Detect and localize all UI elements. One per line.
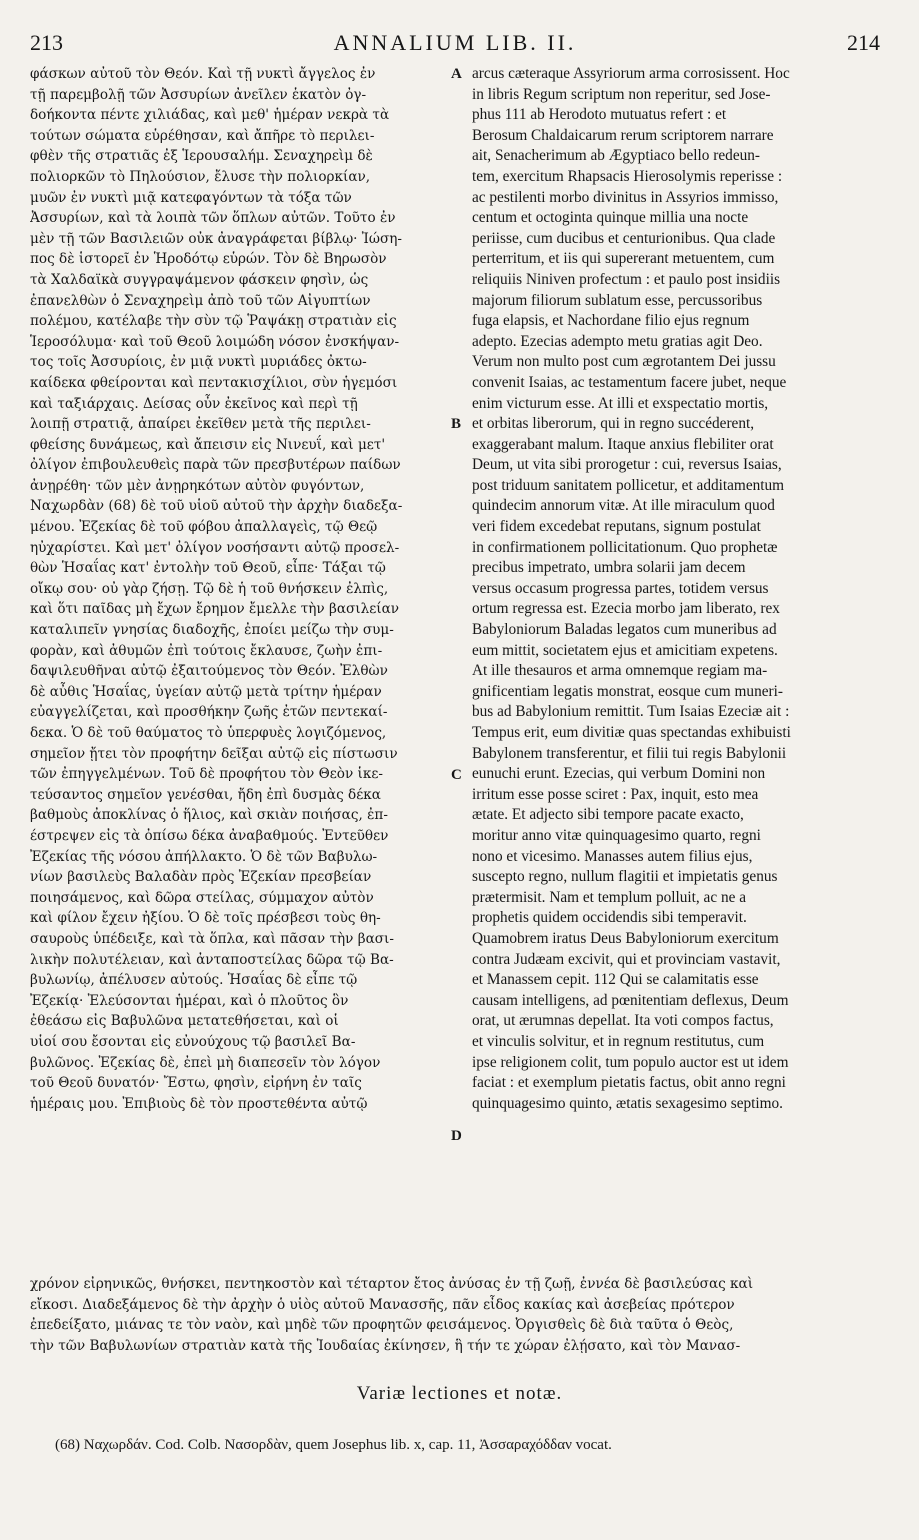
latin-text-line: suscepto regno, nullum flagitii et impietatis genus (472, 868, 778, 886)
greek-text-line: δαψιλευθῆναι αὐτῷ ἐξαιτούμενος τὸν Θεόν. Ἐλθὼν (30, 663, 388, 680)
latin-text-line: tem, exercitum Rhapsacis Hierosolymis reperisse : (472, 167, 783, 185)
greek-text-line: εἴκοσι. Διαδεξάμενος δὲ τὴν ἀρχὴν ὁ υἱὸς αὐτοῦ Μανασσῆς, πᾶν εἶδος κακίας καὶ ἀσεβείας πρότερον (30, 1296, 735, 1313)
latin-text-line: enim victurum esse. At illi et exspectatio mortis, (472, 394, 769, 412)
greek-full-width-text (30, 1274, 880, 1356)
latin-text-line: gnificentiam legatis monstrat, eosque cum muneri- (472, 682, 783, 700)
greek-text-line: νίων βασιλεὺς Βαλαδὰν πρὸς Ἐζεκίαν πρεσβείαν (30, 869, 372, 886)
greek-text-line: λικὴν πολυτέλειαν, καὶ ἀνταποστείλας δῶρα τῷ Βα- (30, 951, 394, 968)
latin-text-line: veri fidem excedebat reputans, signum postulat (472, 518, 761, 536)
greek-text-line: φθείσης δυνάμεως, καὶ ἄπεισιν εἰς Νινευΐ, καὶ μετ' (30, 436, 386, 453)
greek-text-column (30, 64, 445, 1114)
section-marker-c: C (451, 767, 462, 783)
latin-text-line: prætermisit. Nam et templum polluit, ac ne a (472, 888, 747, 906)
latin-text-line: versus occasum progressa partes, totidem versus (472, 579, 769, 597)
section-marker-a: A (451, 66, 462, 82)
greek-text-line: τῶν ἐπηγγελμένων. Τοῦ δὲ προφήτου τὸν Θεὸν ἱκε- (30, 766, 384, 783)
latin-text-line: faciat : et exemplum pietatis factus, obit anno regni (472, 1074, 786, 1092)
greek-text-line: μὲν τῇ τῶν Βασιλειῶν οὐκ ἀναγράφεται βίβλῳ· Ἰώση- (30, 230, 402, 247)
greek-text-line: υἱοί σου ἔσονται εἰς εὐνούχους τῷ βασιλεῖ Βα- (30, 1033, 356, 1050)
section-marker-d: D (451, 1128, 462, 1144)
greek-text-line: Ἱεροσόλυμα· καὶ τοῦ Θεοῦ λοιμώδη νόσον ἐνσκήψαν- (30, 333, 400, 350)
latin-text-line: fuga elapsis, et Nachordane filio ejus regnum (472, 312, 750, 330)
greek-text-line: εὐαγγελίζεται, καὶ προσθήκην ζωῆς ἐτῶν πεντεκαί- (30, 704, 388, 721)
latin-text-line: eum mittit, societatem ejus et amicitiam expetens. (472, 641, 778, 659)
greek-text-line: θὼν Ἡσαΐας κατ' ἐντολὴν τοῦ Θεοῦ, εἶπε· Τάξαι τῷ (30, 560, 386, 577)
page-number-right: 214 (847, 30, 880, 55)
greek-text-line: ἡμέραις μου. Ἐπιβιοὺς δὲ τὸν προστεθέντα αὐτῷ (30, 1095, 368, 1112)
latin-text-line: centum et octoginta quinque millia una nocte (472, 209, 749, 227)
latin-text-line: Deum, ut vita sibi prorogetur : cui, reversus Isaias, (472, 456, 782, 474)
latin-text-line: ætate. Et adjecto sibi tempore pacate exacto, (472, 806, 744, 824)
greek-text-line: οἴκῳ σου· οὐ γὰρ ζήσῃ. Τῷ δὲ ἡ τοῦ θνήσκειν ἐλπὶς, (30, 580, 389, 597)
latin-text-line: ait, Senacherimum ab Ægyptiaco bello redeun- (472, 147, 760, 165)
latin-text-line: Babyloniorum Baladas legatos cum muneribus ad (472, 621, 777, 639)
greek-text-line: δὲ αὖθις Ἡσαΐας, ὑγείαν αὐτῷ μετὰ τρίτην ἡμέραν (30, 683, 382, 700)
greek-text-line: ηὐχαρίστει. Καὶ μετ' ὀλίγον νοσήσαντι αὐτῷ προσελ- (30, 539, 400, 556)
latin-text-line: exaggerabant malum. Itaque anxius flebiliter orat (472, 435, 774, 453)
greek-text-line: βυλῶνος. Ἐζεκίας δὲ, ἐπεὶ μὴ διαπεσεῖν τὸν λόγον (30, 1054, 381, 1071)
greek-text-line: ἐπανελθὼν ὁ Σεναχηρεὶμ ἀπὸ τοῦ τῶν Αἰγυπτίων (30, 292, 371, 309)
greek-text-line: καὶ ὅτι παῖδας μὴ ἔχων ἔρημον ἔμελλε τὴν βασιλείαν (30, 601, 400, 618)
latin-text-line: majorum filiorum sublatum esse, percussoribus (472, 291, 763, 309)
section-marker-b: B (451, 416, 462, 432)
greek-text-line: ἐπεδείξατο, μιάνας τε τὸν ναὸν, καὶ μηδὲ τῶν προφητῶν φεισάμενος. Ὀργισθεὶς δὲ διὰ ταῦτα ὁ Θεὸς, (30, 1317, 734, 1334)
greek-text-line: φθὲν τῆς στρατιᾶς ἐξ Ἱερουσαλήμ. Σεναχηρεὶμ δὲ (30, 148, 373, 165)
latin-text-line: convenit Isaias, ac testamentum facere jubet, neque (472, 373, 787, 391)
greek-text-line: τοῦ Θεοῦ δυνατόν· Ἔστω, φησὶν, εἰρήνη ἐν ταῖς (30, 1075, 362, 1092)
greek-text-line: πος δὲ ἱστορεῖ ἐν Ἡροδότῳ εὑρών. Τὸν δὲ Βηρωσὸν (30, 251, 387, 268)
notes-title: Variæ lectiones et notæ. (356, 1383, 563, 1404)
latin-text-line: post triduum sanitatem pollicetur, et additamentum (472, 476, 785, 494)
latin-text-line: orat, ut ærumnas depellat. Ita voti compos factus, (472, 1012, 774, 1030)
greek-text-line: τεύσαντος σημεῖον γενέσθαι, ἤδη ἐπὶ δυσμὰς δέκα (30, 786, 381, 803)
latin-text-line: causam intelligens, ad pœnitentiam deflexus, Deum (472, 991, 789, 1009)
latin-text-line: Quamobrem iratus Deus Babyloniorum exercitum (472, 929, 779, 947)
greek-text-line: πολέμου, κατέλαβε τὴν σὺν τῷ Ῥαψάκῃ στρατιὰν εἰς (30, 313, 397, 330)
greek-text-line: τὴν τῶν Βαβυλωνίων στρατιὰν κατὰ τῆς Ἰουδαίας ἐκίνησεν, ἣ τήν τε χώραν ἐλῄσατο, καὶ τὸν Μανασ- (30, 1337, 741, 1354)
latin-text-line: Tempus erit, eum divitiæ quas spectandas exhibuisti (472, 724, 791, 741)
greek-text-line: ὀλίγον ἐπιβουλευθεὶς παρὰ τῶν πρεσβυτέρων παίδων (30, 457, 401, 474)
latin-text-line: in libris Regum scriptum non reperitur, sed Jose- (472, 85, 771, 103)
running-title: ANNALIUM LIB. II. (333, 30, 577, 55)
latin-text-line: ac pestilenti morbo divinitus in Assyrios immisso, (472, 188, 779, 206)
latin-text-line: Berosum Chaldaicarum rerum scriptorem narrare (472, 126, 774, 144)
latin-text-line: et vinculis solvitur, et in regnum restitutus, cum (472, 1032, 765, 1050)
greek-text-line: Ναχωρδὰν (68) δὲ τοῦ υἱοῦ αὐτοῦ τὴν ἀρχὴν διαδεξα- (30, 498, 403, 515)
page-number-left: 213 (30, 30, 63, 55)
latin-text-line: quinquagesimo quinto, ætatis sexagesimo septimo. (472, 1094, 784, 1112)
greek-text-line: φάσκων αὐτοῦ τὸν Θεόν. Καὶ τῇ νυκτὶ ἄγγελος ἐν (30, 66, 376, 82)
latin-text-line: arcus cæteraque Assyriorum arma corrosissent. Hoc (472, 65, 790, 82)
greek-text-line: τος τοῖς Ἀσσυρίοις, ἐν μιᾷ νυκτὶ μυριάδες ὀκτω- (30, 354, 367, 371)
greek-text-line: σαυροὺς ὑπέδειξε, καὶ τὰ ὅπλα, καὶ πᾶσαν τὴν βασι- (30, 930, 394, 947)
greek-text-line: δεκα. Ὁ δὲ τοῦ θαύματος τὸ ὑπερφυὲς λογιζόμενος, (30, 725, 387, 741)
greek-text-line: ποιησάμενος, καὶ δῶρα στείλας, σύμμαχον αὐτὸν (30, 889, 374, 906)
greek-text-line: πολιορκῶν τὸ Πηλούσιον, ἔλυσε τὴν πολιορκίαν, (30, 168, 371, 185)
footnote-68: (68) Ναχωρδάν. Cod. Colb. Νασορδὰν, quem Josephus lib. x, cap. 11, Ἀσσαραχόδδαν vocat. (55, 1437, 612, 1453)
latin-text-line: periisse, cum ducibus et centurionibus. Qua clade (472, 229, 776, 247)
latin-text-line: Verum non multo post cum ægrotantem Dei jussu (472, 353, 776, 371)
greek-text-line: χρόνον εἰρηνικῶς, θνήσκει, πεντηκοστὸν καὶ τέταρτον ἔτος ἀνύσας ἐν τῇ ζωῇ, ἐννέα δὲ βασιλεύσας καὶ (30, 1276, 754, 1292)
greek-text-line: καὶ φίλον ἔχειν ἠξίου. Ὁ δὲ τοῖς πρέσβεσι τοὺς θη- (30, 910, 381, 927)
latin-text-line: moritur anno vitæ quinquagesimo quarto, regni (472, 826, 761, 844)
greek-text-line: μυῶν ἐν νυκτὶ μιᾷ κατεφαγόντων τὰ τόξα τῶν (30, 189, 352, 206)
latin-text-line: adepto. Ezecias adempto metu gratias agit Deo. (472, 332, 763, 350)
greek-text-line: καίδεκα φθείρονται καὶ πεντακισχίλιοι, σὺν ἡγεμόσι (30, 374, 398, 391)
latin-text-line: nono et vicesimo. Manasses autem filius ejus, (472, 847, 753, 865)
latin-text-line: contra Judæam excivit, qui et provinciam vastavit, (472, 950, 781, 968)
latin-text-line: quindecim annorum vitæ. At ille miraculum quod (472, 497, 775, 515)
latin-text-line: Babylonem transferentur, et filii tui regis Babylonii (472, 744, 787, 762)
latin-text-line: bus ad Babylonium remittit. Tum Isaias Ezeciæ ait : (472, 703, 790, 721)
greek-text-line: καταλιπεῖν γνησίας διαδοχῆς, ἐποίει μείζω τὴν συμ- (30, 622, 394, 639)
greek-text-line: δοήκοντα πέντε χιλιάδας, καὶ μεθ' ἡμέραν νεκρὰ τὰ (30, 107, 390, 124)
greek-text-line: Ἐζεκίᾳ· Ἐλεύσονται ἡμέραι, καὶ ὁ πλοῦτος ὃν (30, 992, 349, 1009)
latin-text-line: phus 111 ab Herodoto mutuatus refert : et (472, 106, 727, 124)
latin-text-line: ipse religionem colit, tum populo auctor est ut idem (472, 1053, 789, 1071)
greek-text-line: Ἐζεκίας τῆς νόσου ἀπήλλακτο. Ὁ δὲ τῶν Βαβυλω- (30, 848, 378, 865)
latin-text-line: At ille thesauros et arma omnemque regiam ma- (472, 662, 768, 680)
latin-text-line: reliquiis Niniven profectum : et paulo post insidiis (472, 270, 781, 288)
latin-text-line: perterritum, et iis qui supererant metuentem, cum (472, 250, 775, 268)
greek-text-line: μένου. Ἐζεκίας δὲ τοῦ φόβου ἀπαλλαγεὶς, τῷ Θεῷ (30, 519, 378, 536)
latin-text-line: prophetis quidem occidendis sibi temperavit. (472, 909, 747, 927)
greek-text-line: καὶ ταξιάρχαις. Δείσας οὖν ἐκεῖνος καὶ περὶ τῇ (30, 395, 358, 412)
latin-text-column (472, 64, 878, 1114)
latin-text-line: precibus impetrato, umbra solarii jam decem (472, 559, 746, 577)
latin-text-line: ortum regressa est. Ezecia morbo jam liberato, rex (472, 600, 780, 618)
greek-text-line: ἐθεάσω εἰς Βαβυλῶνα μετατεθήσεται, καὶ οἱ (30, 1013, 339, 1030)
greek-text-line: ἀνῃρέθη· τῶν μὲν ἀνῃρηκότων αὐτὸν φυγόντων, (30, 477, 365, 494)
latin-text-line: irritum esse posse sciret : Pax, inquit, esto mea (472, 785, 759, 803)
greek-text-line: τούτων σώματα εὑρέθησαν, καὶ ἄπῆρε τὸ περιλει- (30, 127, 375, 144)
latin-text-line: eunuchi erunt. Ezecias, qui verbum Domini non (472, 765, 766, 783)
greek-text-line: Ἀσσυρίων, καὶ τὰ λοιπὰ τῶν ὅπλων αὐτῶν. Τοῦτο ἐν (30, 210, 396, 227)
latin-text-line: et Manassem cepit. 112 Qui se calamitatis esse (472, 971, 759, 989)
greek-text-line: σημεῖον ᾔτει τὸν προφήτην δεῖξαι αὐτῷ εἰς πίστωσιν (30, 745, 398, 762)
greek-text-line: λοιπῇ στρατιᾷ, ἀπαίρει ἐκεῖθεν μετὰ τῆς περιλει- (30, 416, 371, 433)
greek-text-line: βυλωνίῳ, ἀπέλυσεν αὐτούς. Ἡσαΐας δὲ εἶπε τῷ (30, 972, 358, 989)
greek-text-line: βαθμοὺς ἀποκλίνας ὁ ἥλιος, καὶ σκιὰν ποιήσας, ἐπ- (30, 807, 388, 824)
page-header (30, 30, 880, 62)
greek-text-line: τὰ Χαλδαϊκὰ συγγραψάμενον φάσκειν φησὶν, ὡς (30, 271, 369, 288)
greek-text-line: έστρεψεν εἰς τὰ ὀπίσω δέκα ἀναβαθμούς. Ἐντεῦθεν (30, 827, 389, 844)
greek-text-line: τῇ παρεμβολῇ τῶν Ἀσσυρίων ἀνεῖλεν ἑκατὸν ὀγ- (30, 86, 367, 103)
latin-text-line: et orbitas liberorum, qui in regno succéderent, (472, 415, 755, 433)
greek-text-line: φορὰν, καὶ ἀθυμῶν ἐπὶ τούτοις ἔκλαυσε, ζωὴν ἐπι- (30, 642, 383, 659)
latin-text-line: in confirmationem pollicitationum. Quo prophetæ (472, 538, 778, 556)
